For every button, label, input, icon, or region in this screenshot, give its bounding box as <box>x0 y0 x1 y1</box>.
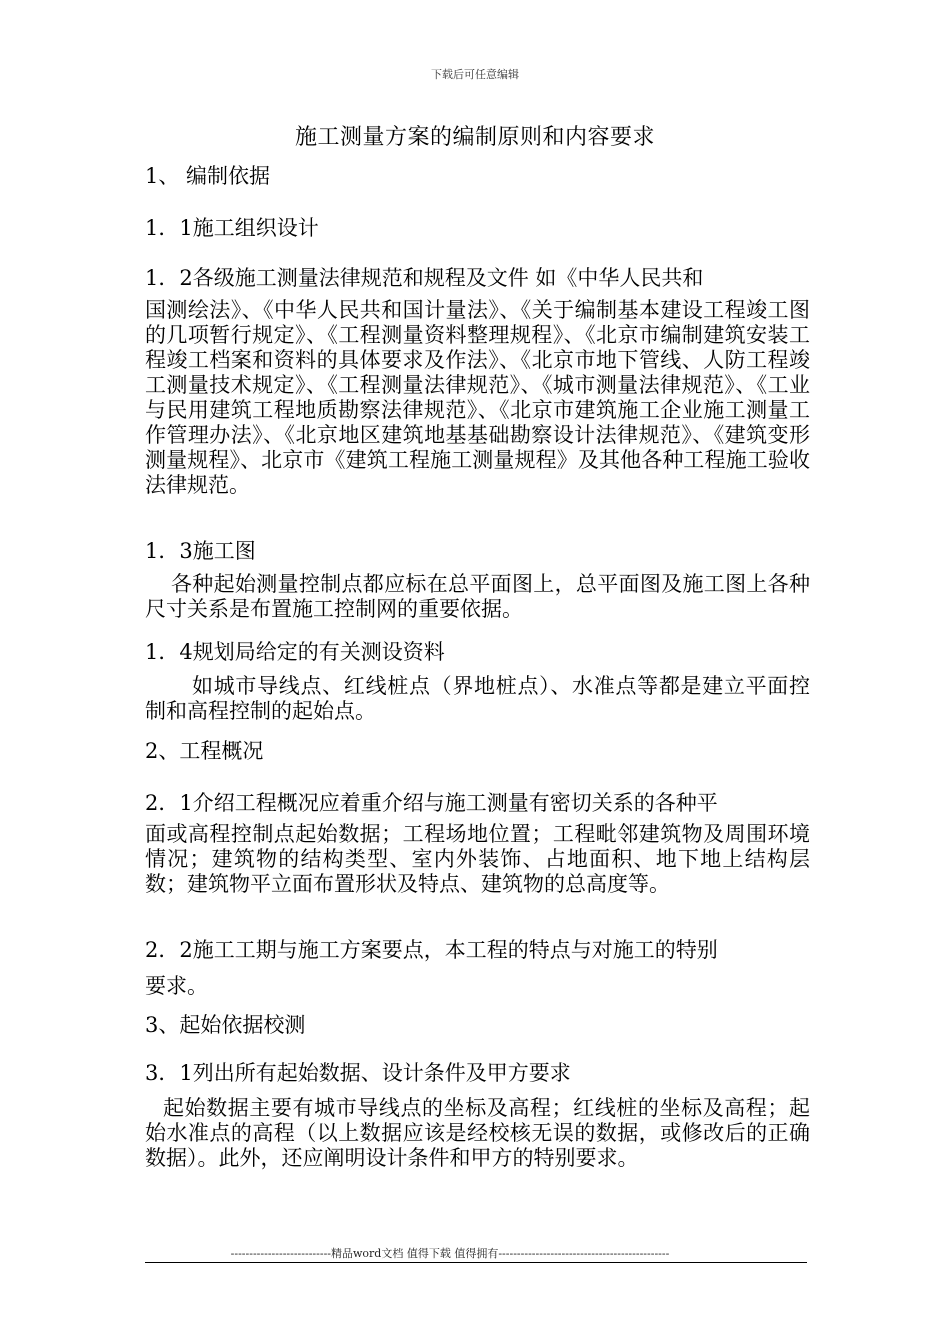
section-1-3-heading: 1．3施工图 <box>145 539 256 563</box>
section-2-2-continuation: 要求。 <box>145 974 208 998</box>
document-title: 施工测量方案的编制原则和内容要求 <box>294 125 655 150</box>
section-1-2-body: 国测绘法》、《中华人民共和国计量法》、《关于编制基本建设工程竣工图的几项暂行规定》、《工程测量资料整理规程》、《北京市编制建筑安装工程竣工档案和资料的具体要求及作法》、《北京市地下管线、人防工程竣工测量技术规定》、《工程测量法律规范》、《城市测量法律规范》、《工业与民用建筑工程地质勘察法律规范》、《北京市建筑施工企业施工测量工作管理办法》、《北京地区建筑地基基础勘察设计法律规范》、《建筑变形测量规程》、北京市《建筑工程施工测量规程》及其他各种工程施工验收法律规范。 <box>145 298 810 497</box>
section-2-heading: 2、工程概况 <box>145 739 264 763</box>
section-3-heading: 3、起始依据校测 <box>145 1013 306 1037</box>
section-3-1-body: 起始数据主要有城市导线点的坐标及高程；红线桩的坐标及高程；起始水准点的高程（以上数据应该是经校核无误的数据，或修改后的正确数据）。此外，还应阐明设计条件和甲方的特别要求。 <box>145 1096 810 1170</box>
section-1-4-body: 如城市导线点、红线桩点（界地桩点）、水准点等都是建立平面控制和高程控制的起始点。 <box>145 674 810 723</box>
section-2-1-heading: 2．1介绍工程概况应着重介绍与施工测量有密切关系的各种平 <box>145 791 718 815</box>
page-footer-note: ---------------------------精品word文档 值得下载 值得拥有---------------------------------------------- <box>230 1247 670 1260</box>
footer-divider <box>145 1262 807 1263</box>
section-3-1-heading: 3．1列出所有起始数据、设计条件及甲方要求 <box>145 1061 571 1085</box>
section-1-1-heading: 1．1施工组织设计 <box>145 216 319 240</box>
section-2-2-heading: 2．2施工工期与施工方案要点，本工程的特点与对施工的特别 <box>145 938 718 962</box>
page-header-note: 下载后可任意编辑 <box>431 68 519 81</box>
section-1-4-heading: 1．4规划局给定的有关测设资料 <box>145 640 445 664</box>
section-1-2-heading: 1．2各级施工测量法律规范和规程及文件 如《中华人民共和 <box>145 266 704 290</box>
section-1-heading: 1、 编制依据 <box>145 164 271 188</box>
section-2-1-body: 面或高程控制点起始数据；工程场地位置；工程毗邻建筑物及周围环境情况；建筑物的结构类型、室内外装饰、占地面积、地下地上结构层数；建筑物平立面布置形状及特点、建筑物的总高度等。 <box>145 822 810 896</box>
section-1-3-body: 各种起始测量控制点都应标在总平面图上，总平面图及施工图上各种尺寸关系是布置施工控制网的重要依据。 <box>145 572 810 621</box>
